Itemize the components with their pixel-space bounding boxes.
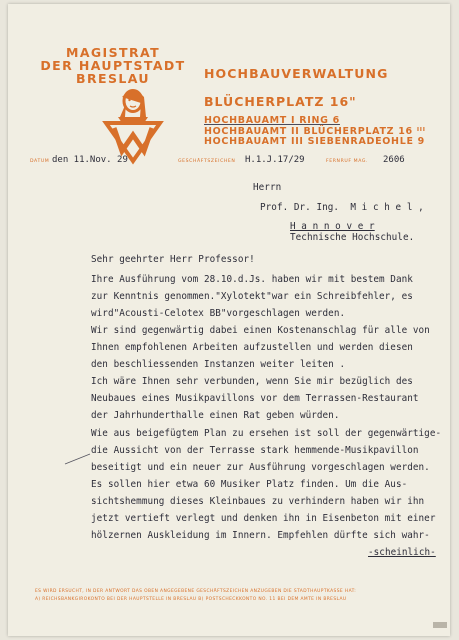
- body-line: Ihre Ausführung vom 28.10.d.Js. haben wir mit bestem Dank: [91, 274, 413, 285]
- body-line: Wir sind gegenwärtig dabei einen Kostenanschlag für alle von: [91, 325, 430, 336]
- body-line: jetzt vertieft verlegt und denken ihn in Eisenbeton mit einer: [91, 513, 436, 524]
- branch-3: HOCHBAUAMT III SIEBENRADEOHLE 9: [204, 136, 425, 147]
- recipient-institution: Technische Hochschule.: [290, 232, 415, 243]
- footer-notice: [35, 588, 445, 604]
- greeting: Sehr geehrter Herr Professor!: [91, 254, 255, 265]
- branch-list: [204, 116, 426, 148]
- branch-2: HOCHBAUAMT II BLÜCHERPLATZ 16 ᴵᴵᴵ: [204, 125, 426, 137]
- pencil-mark-icon: [63, 452, 93, 466]
- body-line: hölzernen Auskleidung im Innern. Empfehlen dürfte sich wahr-: [91, 530, 430, 541]
- phone-value: 2606: [383, 155, 405, 165]
- office-heading: [204, 67, 388, 109]
- date-label: DATUM: [30, 159, 50, 164]
- body-line: Ihnen empfohlenen Arbeiten aufzustellen und werden diesen: [91, 342, 413, 353]
- recipient-city: H a n n o v e r: [290, 221, 375, 232]
- body-line: der Jahrhunderthalle einen Rat geben würden.: [91, 410, 340, 421]
- body-line: die Aussicht von der Terrasse stark hemmende-Musikpavillon: [91, 445, 419, 456]
- body-line: sichtshemmung dieses Kleinbaues zu verhindern haben wir ihn: [91, 496, 425, 507]
- phone-label: FERNRUF MAG.: [326, 159, 369, 164]
- archive-stamp: [433, 622, 447, 628]
- footer-line-2: A) REICHSBANKGIROKONTO BEI DER HAUPTSTELLE IN BRESLAU B) POSTSCHECKKONTO NO. 11 BEI DEM AMTE IN BRESLAU: [35, 597, 347, 602]
- body-line: Ich wäre Ihnen sehr verbunden, wenn Sie mir bezüglich des: [91, 376, 413, 387]
- date-value: den 11.Nov. 29: [52, 155, 128, 165]
- recipient-salutation: Herrn: [253, 182, 282, 193]
- body-line: den beschliessenden Instanzen weiter leiten .: [91, 359, 346, 370]
- footer-line-1: ES WIRD ERSUCHT, IN DER ANTWORT DAS OBEN ANGEGEBENE GESCHÄFTSZEICHEN ANZUGEBEN DIE STADTHAUPTKASSE HAT:: [35, 589, 357, 594]
- body-line: Wie aus beigefügtem Plan zu ersehen ist soll der gegenwärtige-: [91, 428, 442, 439]
- office-name: HOCHBAUVERWALTUNG: [204, 66, 389, 81]
- office-address: BLÜCHERPLATZ 16": [204, 94, 357, 109]
- authority-line-3: BRESLAU: [76, 71, 150, 86]
- body-line: wird"Acousti-Celotex BB"vorgeschlagen werden.: [91, 308, 346, 319]
- body-line: zur Kenntnis genommen."Xylotekt"war ein Schreibfehler, es: [91, 291, 413, 302]
- reference-value: H.1.J.17/29: [245, 155, 305, 165]
- city-seal-icon: [100, 87, 166, 165]
- authority-line-2: DER HAUPTSTADT: [40, 58, 186, 73]
- letter-page: [8, 4, 450, 636]
- body-line: Es sollen hier etwa 60 Musiker Platz finden. Um die Aus-: [91, 479, 408, 490]
- catchword: -scheinlich-: [368, 547, 436, 558]
- body-line: beseitigt und ein neuer zur Ausführung vorgeschlagen werden.: [91, 462, 430, 473]
- branch-1: HOCHBAUAMT I RING 6: [204, 115, 340, 126]
- authority-line-1: MAGISTRAT: [65, 45, 160, 60]
- body-line: Neubaues eines Musikpavillons vor dem Terrassen-Restaurant: [91, 393, 419, 404]
- reference-label: GESCHÄFTSZEICHEN: [178, 159, 236, 164]
- magistrat-heading: [38, 46, 188, 85]
- meta-row: [8, 155, 450, 169]
- recipient-name: Prof. Dr. Ing. M i c h e l ,: [260, 202, 424, 213]
